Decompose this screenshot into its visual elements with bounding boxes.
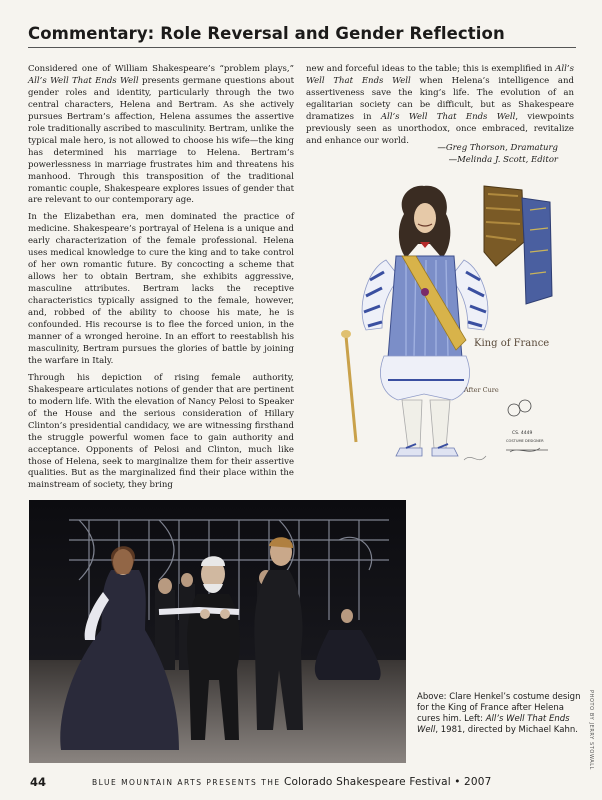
production-photo-image: [29, 500, 406, 763]
text-run: Considered one of William Shakespeare’s “problem plays,”: [28, 64, 294, 74]
play-title: All’s Well That Ends Well: [28, 75, 139, 86]
photo-credit-text: PHOTO BY JERRY STOWALL: [588, 690, 594, 771]
article-column-right: [306, 64, 574, 153]
footer-publisher: BLUE MOUNTAIN ARTS PRESENTS THE: [92, 778, 281, 787]
article-column-left: [28, 64, 294, 497]
paragraph-4: [306, 64, 574, 148]
stamp-text: COSTUME DESIGNER: [506, 439, 544, 443]
text-run: presents germane questions about gender roles and identity, particularly through the two central characters, Helena and Bertram. As she actively pursues Bertram’s affection, Helena assumes the assertive role traditionally ascribed to masculinity. Bertram, unlike the typical male hero, is not allowed to choose his wife—the king has determined his marriage to Helena. Bertram’s powerlessness in marriage frustrates him and threatens his manhood. Through this transposition of the traditional romantic couple, Shakespeare explores issues of gender that are relevant to our contemporary age.: [28, 75, 295, 206]
paragraph-1: [28, 64, 294, 207]
photo-credit: [586, 690, 594, 771]
title-rule: [28, 47, 576, 48]
signature-dramaturg: —Greg Thorson, Dramaturg: [437, 143, 558, 153]
text-run: when Helena’s intelligence and assertiveness save the king’s life. The evolution of an egalitarian society can be difficult, but as Shakespeare dramatizes in: [306, 75, 574, 122]
footer-festival: Colorado Shakespeare Festival: [284, 776, 451, 788]
photo-caption: [417, 692, 583, 736]
play-title: All’s Well That Ends Well: [306, 64, 574, 86]
sketch-label: King of France: [474, 338, 550, 349]
page-number: 44: [30, 775, 47, 789]
caption-text: Above: Clare Henkel’s costume design for the King of France after Helena cures him. Left:: [417, 692, 581, 724]
fabric-swatches: [484, 186, 552, 304]
footer-bullet: •: [454, 776, 461, 788]
king-figure: [341, 186, 488, 456]
play-title: All’s Well That Ends Well: [380, 111, 516, 122]
artist-signature: [464, 456, 486, 460]
sketch-note: After Cure: [464, 386, 499, 394]
costume-sketch: [326, 180, 562, 480]
costume-sketch-drawing: [326, 180, 562, 480]
paragraph-2: In the Elizabethan era, men dominated the practice of medicine. Shakespeare’s portrayal of Helena is a unique and early characterization of the female professional. Helena uses medical knowledge to cure the king and to take control of her own romantic future. By concocting a scheme that allows her to obtain Bertram, she exhibits aggressive, masculine attributes. Bertram lacks the receptive characteristics typically assigned to the female, however, and, robbed of the ability to choose his mate, he is confounded. His recourse is to flee the forced union, in the manner of a wronged heroine. In an effort to reestablish his masculinity, Bertram pursues the glories of battle by joining the warfare in Italy.: [28, 212, 294, 366]
text-run: new and forceful ideas to the table; this is exemplified in: [306, 64, 556, 74]
page-title: Commentary: Role Reversal and Gender Reflection: [28, 24, 505, 43]
production-photo: [29, 500, 406, 763]
stamp-code: CS. 4449: [512, 431, 533, 436]
play-title: All’s Well That Ends Well: [417, 714, 570, 735]
signatures: [437, 143, 558, 166]
designer-stamp: [506, 400, 548, 452]
footer-line: [92, 776, 492, 788]
signature-editor: —Melinda J. Scott, Editor: [448, 154, 558, 165]
paragraph-3: Through his depiction of rising female authority, Shakespeare articulates notions of gender that are pertinent to modern life. With the elevation of Nancy Pelosi to Speaker of the House and the serious consideration of Hillary Clinton’s presidential candidacy, we are witnessing firsthand the struggle powerful women face to gain authority and acceptance. Opponents of Pelosi and Clinton, much like those of Helena, seek to marginalize them for their assertive qualities. But as the marginalized find their place within the mainstream of society, they bring: [28, 372, 294, 491]
caption-text: , 1981, directed by Michael Kahn.: [435, 725, 578, 735]
text-run: , viewpoints previously seen as unorthodox, once embraced, revitalize and enhance our world.: [306, 111, 575, 146]
footer-year: 2007: [464, 776, 492, 788]
